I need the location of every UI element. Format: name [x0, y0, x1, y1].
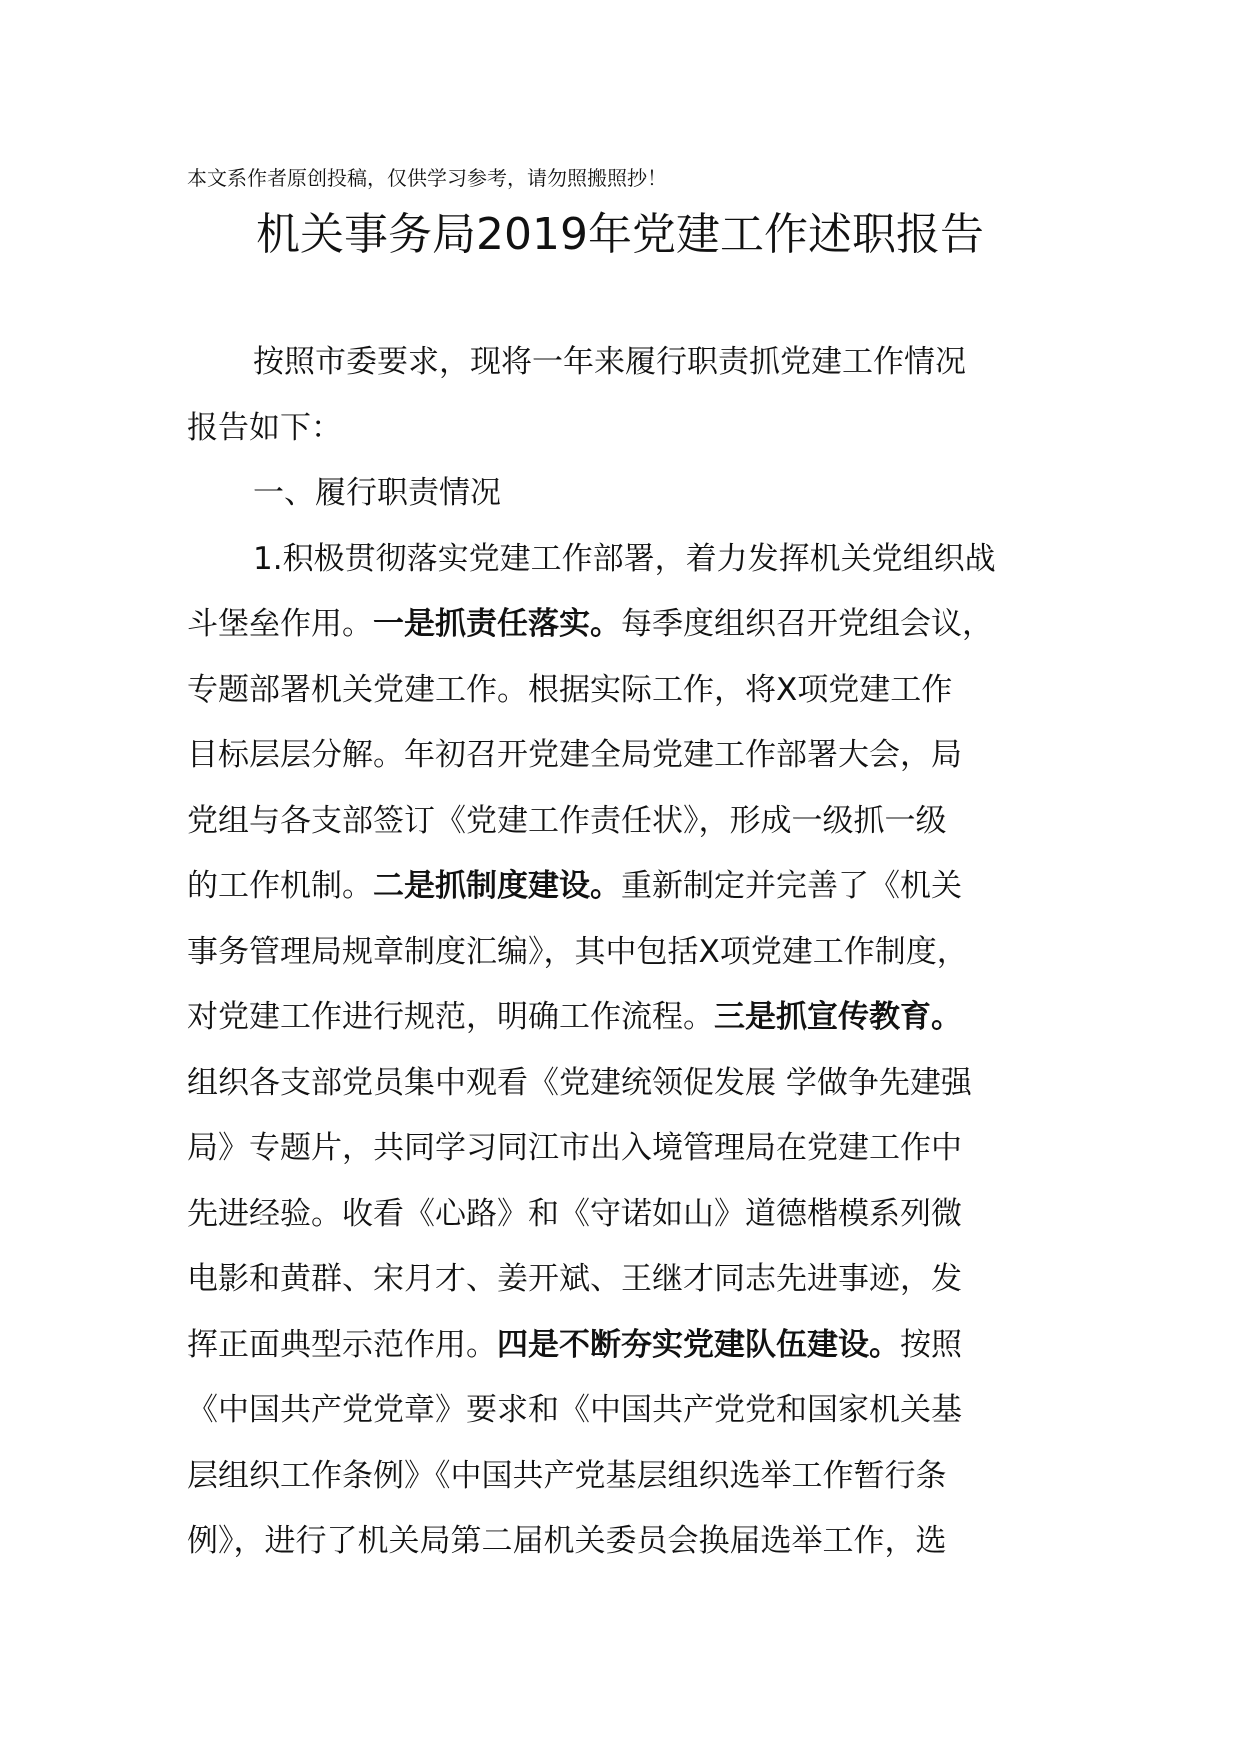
text-run: 目标层层分解。年初召开党建全局党建工作部署大会，局: [187, 737, 962, 773]
bold-text-run: 二是抓制度建设。: [373, 868, 621, 904]
bold-text-run: 一是抓责任落实。: [373, 606, 621, 642]
text-run: 电影和黄群、宋月才、姜开斌、王继才同志先进事迹，发: [187, 1261, 962, 1297]
text-run: 党组与各支部签订《党建工作责任状》，形成一级抓一级: [187, 802, 947, 839]
text-run: 例》，进行了机关局第二届机关委员会换届选举工作，选: [187, 1523, 947, 1559]
text-run: 挥正面典型示范作用。: [187, 1326, 497, 1363]
paragraph-line: [187, 330, 1087, 396]
section-heading: [187, 461, 1087, 527]
text-run: 重新制定并完善了《机关: [621, 868, 962, 904]
paragraph-line: [187, 1444, 1087, 1510]
text-run: 事务管理局规章制度汇编》，其中包括X项党建工作制度，: [187, 933, 968, 970]
paragraph-line: [187, 1116, 1087, 1182]
text-run: 一、履行职责情况: [253, 475, 501, 511]
paragraph-line: [187, 1313, 1087, 1379]
text-run: 对党建工作进行规范，明确工作流程。: [187, 999, 714, 1035]
paragraph-line: [187, 396, 1087, 462]
text-run: 1.积极贯彻落实党建工作部署，着力发挥机关党组织战: [253, 540, 996, 577]
paragraph-line: [187, 527, 1087, 593]
paragraph-line: [187, 1247, 1087, 1313]
paragraph-line: [187, 1509, 1087, 1575]
paragraph-line: [187, 1378, 1087, 1444]
bold-text-run: 四是不断夯实党建队伍建设。: [497, 1326, 900, 1363]
paragraph-line: [187, 854, 1087, 920]
paragraph-line: [187, 789, 1087, 855]
paragraph-line: [187, 920, 1087, 986]
text-run: 的工作机制。: [187, 868, 373, 904]
paragraph-line: [187, 1051, 1087, 1117]
text-run: 组织各支部党员集中观看《党建统领促发展 学做争先建强: [187, 1064, 972, 1101]
document-body: [187, 330, 1087, 1575]
bold-text-run: 三是抓宣传教育。: [714, 999, 962, 1035]
text-run: 局》专题片，共同学习同江市出入境管理局在党建工作中: [187, 1130, 962, 1166]
paragraph-line: [187, 592, 1087, 658]
text-run: 报告如下：: [187, 409, 342, 446]
text-run: 按照市委要求，现将一年来履行职责抓党建工作情况: [253, 344, 966, 380]
copyright-notice: 本文系作者原创投稿，仅供学习参考，请勿照搬照抄！: [187, 166, 667, 190]
paragraph-line: [187, 1182, 1087, 1248]
text-run: 按照: [900, 1326, 962, 1363]
text-run: 斗堡垒作用。: [187, 606, 373, 642]
paragraph-line: [187, 723, 1087, 789]
text-run: 《中国共产党党章》要求和《中国共产党党和国家机关基: [187, 1392, 962, 1428]
paragraph-line: [187, 658, 1087, 724]
document-title: 机关事务局2019年党建工作述职报告: [256, 209, 984, 260]
text-run: 专题部署机关党建工作。根据实际工作，将X项党建工作: [187, 671, 953, 708]
text-run: 每季度组织召开党组会议，: [621, 606, 993, 642]
text-run: 层组织工作条例》《中国共产党基层组织选举工作暂行条: [187, 1457, 947, 1494]
text-run: 先进经验。收看《心路》和《守诺如山》道德楷模系列微: [187, 1195, 962, 1232]
paragraph-line: [187, 985, 1087, 1051]
